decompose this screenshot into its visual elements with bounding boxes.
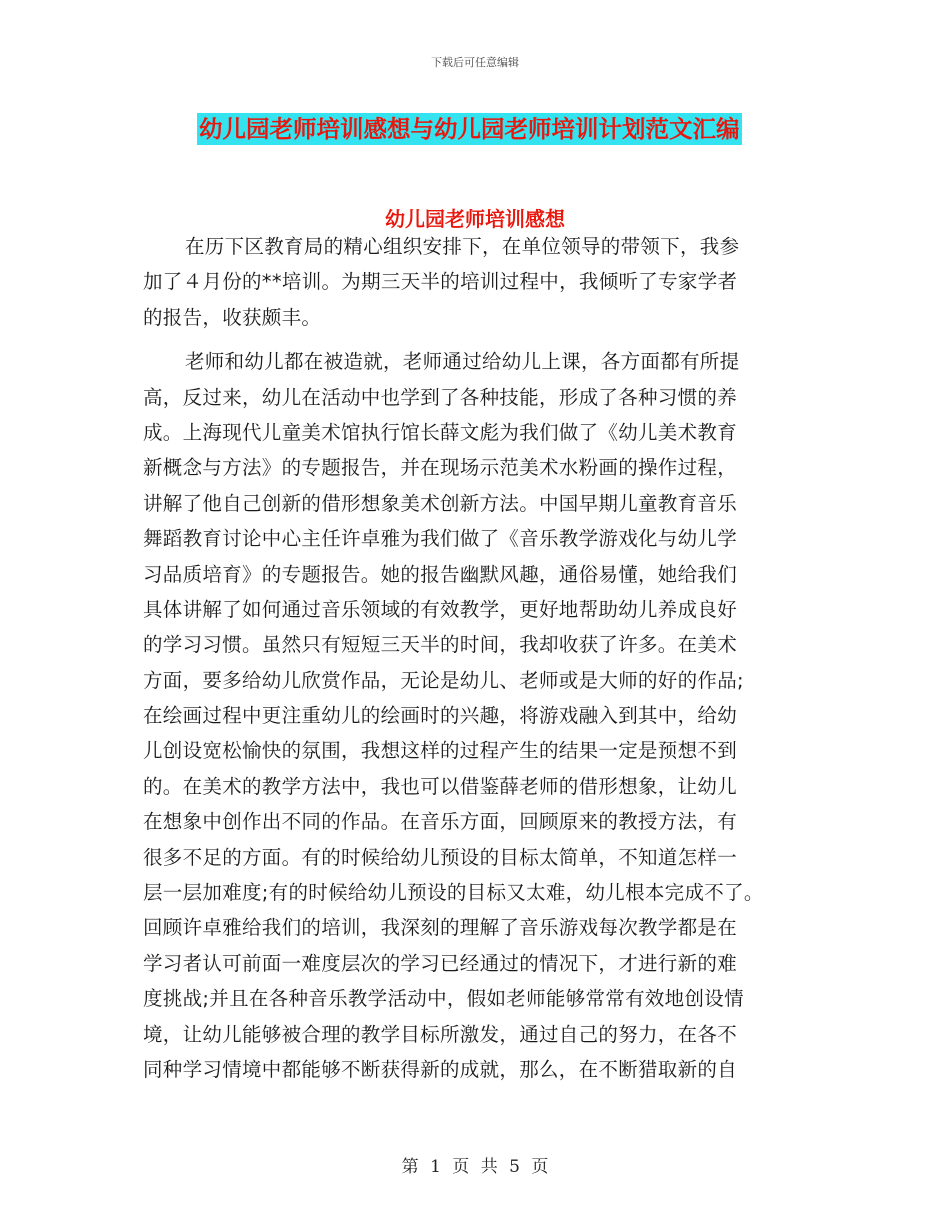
- paragraph-line: 在想象中创作出不同的作品。在音乐方面，回顾原来的教授方法，有: [143, 810, 738, 834]
- paragraph-line: 的。在美术的教学方法中，我也可以借鉴薛老师的借形想象，让幼儿: [143, 774, 738, 798]
- paragraph-line: 讲解了他自己创新的借形想象美术创新方法。中国早期儿童教育音乐: [143, 491, 738, 515]
- paragraph-line: [143, 1087, 823, 1122]
- paragraph-line: 的报告，收获颇丰。: [143, 305, 322, 329]
- paragraph-line: 学习者认可前面一难度层次的学习已经通过的情况下，才进行新的难: [143, 951, 738, 975]
- header-note: 下载后可任意编辑: [431, 56, 519, 69]
- paragraph-line: 回顾许卓雅给我们的培训，我深刻的理解了音乐游戏每次教学都是在: [143, 916, 738, 940]
- paragraph-line: 在历下区教育局的精心组织安排下，在单位领导的带领下，我参: [185, 235, 740, 258]
- paragraph-line: 舞蹈教育讨论中心主任许卓雅为我们做了《音乐教学游戏化与幼儿学: [143, 527, 738, 551]
- document-title: 幼儿园老师培训感想与幼儿园老师培训计划范文汇编: [199, 115, 740, 143]
- paragraph-line: 的学习习惯。虽然只有短短三天半的时间，我却收获了许多。在美术: [143, 633, 738, 657]
- paragraph-line: 老师和幼儿都在被造就，老师通过给幼儿上课，各方面都有所提: [185, 350, 740, 374]
- paragraph-line: 境，让幼儿能够被合理的教学目标所激发，通过自己的努力，在各不: [143, 1022, 738, 1046]
- paragraph-line: 儿创设宽松愉快的氛围，我想这样的过程产生的结果一定是预想不到: [143, 739, 738, 763]
- page-footer: 第 1 页 共 5 页: [401, 1157, 549, 1177]
- paragraph-line: 同种学习情境中都能够不断获得新的成就，那么，在不断猎取新的自: [143, 1057, 738, 1081]
- paragraph-line: 高，反过来，幼儿在活动中也学到了各种技能，形成了各种习惯的养: [143, 385, 738, 409]
- paragraph-line: 在绘画过程中更注重幼儿的绘画时的兴趣，将游戏融入到其中，给幼: [143, 704, 738, 728]
- paragraph-line: 很多不足的方面。有的时候给幼儿预设的目标太简单，不知道怎样一: [143, 845, 738, 869]
- paragraph-line: 方面，要多给幼儿欣赏作品，无论是幼儿、老师或是大师的好的作品;: [143, 668, 744, 692]
- paragraph-2: [143, 344, 823, 1158]
- paragraph-line: 度挑战;并且在各种音乐教学活动中，假如老师能够常常有效地创设情: [143, 987, 744, 1011]
- paragraph-line: 层一层加难度;有的时候给幼儿预设的目标又太难，幼儿根本完成不了。: [143, 881, 764, 905]
- paragraph-1: [143, 229, 823, 335]
- paragraph-line: 具体讲解了如何通过音乐领域的有效教学，更好地帮助幼儿养成良好: [143, 597, 738, 621]
- paragraph-line: 习品质培育》的专题报告。她的报告幽默风趣，通俗易懂，她给我们: [143, 562, 738, 586]
- paragraph-line: 加了４月份的**培训。为期三天半的培训过程中，我倾听了专家学者: [143, 270, 738, 294]
- paragraph-line: 新概念与方法》的专题报告，并在现场示范美术水粉画的操作过程，: [143, 456, 738, 480]
- body-text: [143, 229, 823, 1158]
- paragraph-line: 成。上海现代儿童美术馆执行馆长薛文彪为我们做了《幼儿美术教育: [143, 420, 738, 444]
- section-title: 幼儿园老师培训感想: [385, 207, 565, 231]
